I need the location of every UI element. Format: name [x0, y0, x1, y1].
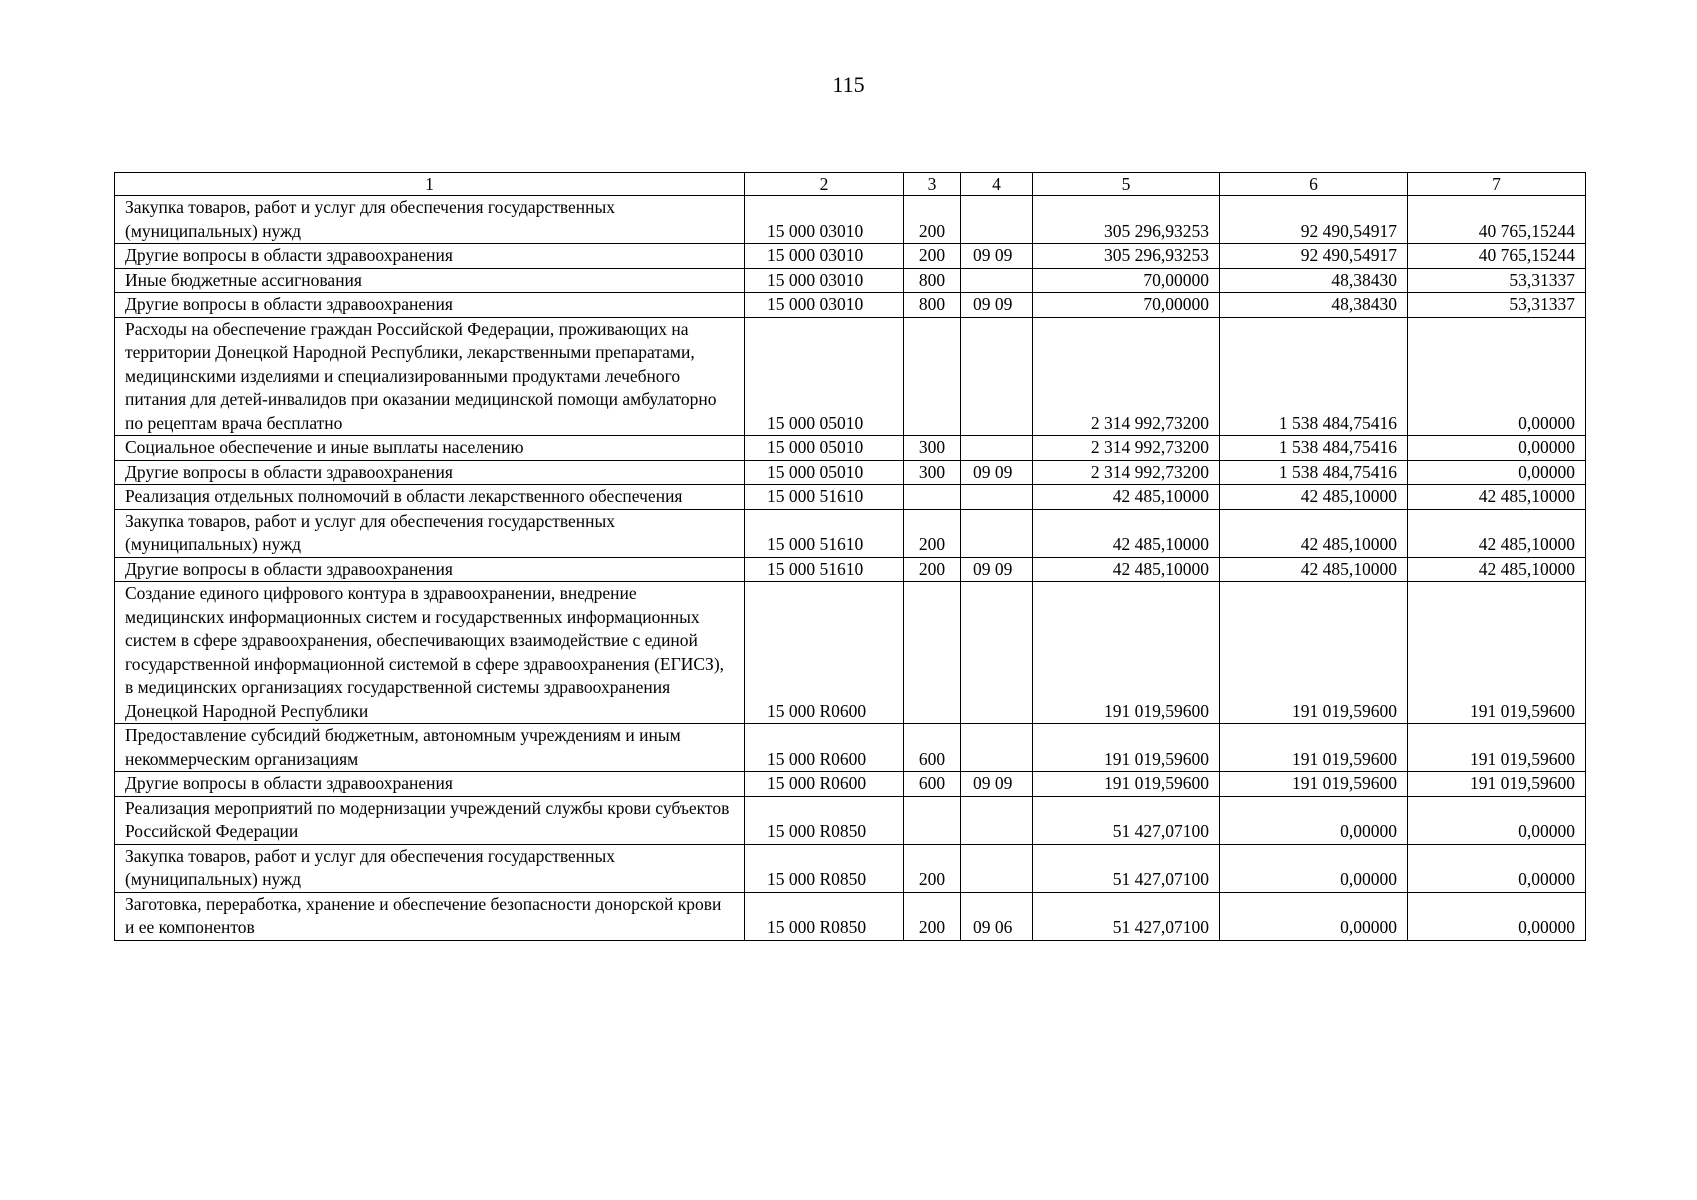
row-amount-1-cell: 51 427,07100 [1033, 796, 1220, 844]
row-name-cell: Другие вопросы в области здравоохранения [115, 244, 745, 269]
row-code-cell: 15 000 R0850 [745, 892, 904, 940]
row-section-cell [961, 196, 1033, 244]
row-code-cell: 15 000 51610 [745, 509, 904, 557]
table-row [115, 582, 1586, 724]
header-cell-name: 1 [115, 173, 745, 196]
row-amount-2-cell: 0,00000 [1220, 892, 1408, 940]
row-amount-2-cell: 0,00000 [1220, 796, 1408, 844]
header-cell-amount-3: 7 [1408, 173, 1586, 196]
row-name-cell: Другие вопросы в области здравоохранения [115, 772, 745, 797]
row-amount-3-cell: 0,00000 [1408, 317, 1586, 436]
header-row [115, 173, 1586, 196]
row-amount-2-cell: 0,00000 [1220, 844, 1408, 892]
row-type-cell [904, 485, 961, 510]
row-code-cell: 15 000 03010 [745, 244, 904, 269]
row-type-cell [904, 582, 961, 724]
row-name-cell: Реализация отдельных полномочий в области лекарственного обеспечения [115, 485, 745, 510]
row-amount-3-cell: 40 765,15244 [1408, 196, 1586, 244]
row-code-cell: 15 000 03010 [745, 268, 904, 293]
row-section-cell [961, 582, 1033, 724]
row-amount-2-cell: 1 538 484,75416 [1220, 317, 1408, 436]
row-amount-1-cell: 2 314 992,73200 [1033, 436, 1220, 461]
row-amount-1-cell: 305 296,93253 [1033, 244, 1220, 269]
row-type-cell: 200 [904, 892, 961, 940]
table-body [115, 173, 1586, 941]
row-name-cell: Другие вопросы в области здравоохранения [115, 557, 745, 582]
row-amount-1-cell: 191 019,59600 [1033, 724, 1220, 772]
header-cell-code: 2 [745, 173, 904, 196]
row-type-cell [904, 796, 961, 844]
row-name-cell: Создание единого цифрового контура в здравоохранении, внедрение медицинских информационных систем и государственных информационных систем в сфере здравоохранения, обеспечивающих взаимодействие с единой государственной информационной системой в сфере здравоохранения (ЕГИСЗ), в медицинских организациях государственной системы здравоохранения Донецкой Народной Республики [115, 582, 745, 724]
row-name-cell: Иные бюджетные ассигнования [115, 268, 745, 293]
row-amount-1-cell: 2 314 992,73200 [1033, 460, 1220, 485]
header-cell-section: 4 [961, 173, 1033, 196]
row-name-cell: Другие вопросы в области здравоохранения [115, 460, 745, 485]
row-name-cell: Закупка товаров, работ и услуг для обеспечения государственных (муниципальных) нужд [115, 509, 745, 557]
row-amount-2-cell: 191 019,59600 [1220, 724, 1408, 772]
row-section-cell [961, 485, 1033, 510]
row-name-cell: Реализация мероприятий по модернизации учреждений службы крови субъектов Российской Федерации [115, 796, 745, 844]
row-amount-3-cell: 191 019,59600 [1408, 772, 1586, 797]
row-type-cell: 200 [904, 557, 961, 582]
row-amount-2-cell: 48,38430 [1220, 293, 1408, 318]
row-type-cell [904, 317, 961, 436]
row-type-cell: 200 [904, 509, 961, 557]
row-amount-1-cell: 70,00000 [1033, 293, 1220, 318]
row-amount-1-cell: 42 485,10000 [1033, 557, 1220, 582]
row-name-cell: Другие вопросы в области здравоохранения [115, 293, 745, 318]
row-amount-2-cell: 42 485,10000 [1220, 485, 1408, 510]
row-name-cell: Социальное обеспечение и иные выплаты населению [115, 436, 745, 461]
row-code-cell: 15 000 51610 [745, 485, 904, 510]
row-amount-3-cell: 42 485,10000 [1408, 509, 1586, 557]
row-code-cell: 15 000 03010 [745, 293, 904, 318]
row-section-cell [961, 436, 1033, 461]
row-section-cell: 09 09 [961, 557, 1033, 582]
row-type-cell: 300 [904, 436, 961, 461]
budget-table [114, 172, 1586, 941]
row-amount-3-cell: 0,00000 [1408, 892, 1586, 940]
row-amount-2-cell: 1 538 484,75416 [1220, 460, 1408, 485]
table-row [115, 796, 1586, 844]
row-amount-2-cell: 92 490,54917 [1220, 196, 1408, 244]
row-type-cell: 200 [904, 244, 961, 269]
table-row [115, 460, 1586, 485]
table-row [115, 436, 1586, 461]
row-code-cell: 15 000 R0850 [745, 844, 904, 892]
row-amount-1-cell: 42 485,10000 [1033, 509, 1220, 557]
table-row [115, 485, 1586, 510]
row-amount-3-cell: 40 765,15244 [1408, 244, 1586, 269]
row-amount-3-cell: 0,00000 [1408, 460, 1586, 485]
page-number: 115 [832, 72, 865, 97]
row-code-cell: 15 000 05010 [745, 317, 904, 436]
header-cell-amount-2: 6 [1220, 173, 1408, 196]
header-cell-type: 3 [904, 173, 961, 196]
row-type-cell: 600 [904, 724, 961, 772]
table-row [115, 268, 1586, 293]
row-amount-1-cell: 305 296,93253 [1033, 196, 1220, 244]
row-section-cell: 09 09 [961, 244, 1033, 269]
row-code-cell: 15 000 R0600 [745, 724, 904, 772]
row-amount-3-cell: 0,00000 [1408, 436, 1586, 461]
row-code-cell: 15 000 51610 [745, 557, 904, 582]
row-code-cell: 15 000 05010 [745, 436, 904, 461]
row-name-cell: Закупка товаров, работ и услуг для обеспечения государственных (муниципальных) нужд [115, 844, 745, 892]
table-row [115, 317, 1586, 436]
row-name-cell: Закупка товаров, работ и услуг для обеспечения государственных (муниципальных) нужд [115, 196, 745, 244]
table-row [115, 892, 1586, 940]
row-amount-2-cell: 92 490,54917 [1220, 244, 1408, 269]
row-amount-3-cell: 191 019,59600 [1408, 724, 1586, 772]
table-row [115, 509, 1586, 557]
row-code-cell: 15 000 05010 [745, 460, 904, 485]
row-amount-3-cell: 191 019,59600 [1408, 582, 1586, 724]
row-name-cell: Заготовка, переработка, хранение и обеспечение безопасности донорской крови и ее компонентов [115, 892, 745, 940]
row-section-cell [961, 509, 1033, 557]
row-amount-1-cell: 51 427,07100 [1033, 844, 1220, 892]
table-row [115, 557, 1586, 582]
row-section-cell [961, 317, 1033, 436]
table-row [115, 293, 1586, 318]
row-amount-2-cell: 48,38430 [1220, 268, 1408, 293]
row-amount-1-cell: 191 019,59600 [1033, 582, 1220, 724]
row-amount-2-cell: 42 485,10000 [1220, 557, 1408, 582]
row-name-cell: Предоставление субсидий бюджетным, автономным учреждениям и иным некоммерческим организациям [115, 724, 745, 772]
row-amount-3-cell: 42 485,10000 [1408, 485, 1586, 510]
row-type-cell: 200 [904, 196, 961, 244]
row-section-cell: 09 06 [961, 892, 1033, 940]
row-type-cell: 200 [904, 844, 961, 892]
row-amount-1-cell: 51 427,07100 [1033, 892, 1220, 940]
row-amount-2-cell: 191 019,59600 [1220, 772, 1408, 797]
row-section-cell: 09 09 [961, 460, 1033, 485]
row-section-cell [961, 796, 1033, 844]
row-amount-1-cell: 191 019,59600 [1033, 772, 1220, 797]
row-amount-1-cell: 70,00000 [1033, 268, 1220, 293]
row-type-cell: 800 [904, 293, 961, 318]
row-amount-2-cell: 191 019,59600 [1220, 582, 1408, 724]
row-amount-3-cell: 0,00000 [1408, 844, 1586, 892]
row-type-cell: 300 [904, 460, 961, 485]
row-amount-1-cell: 2 314 992,73200 [1033, 317, 1220, 436]
row-code-cell: 15 000 R0600 [745, 582, 904, 724]
row-section-cell [961, 268, 1033, 293]
table-row [115, 244, 1586, 269]
row-section-cell [961, 724, 1033, 772]
row-name-cell: Расходы на обеспечение граждан Российской Федерации, проживающих на территории Донецкой Народной Республики, лекарственными препаратами, медицинскими изделиями и специализированными продуктами лечебного питания для детей-инвалидов при оказании медицинской помощи амбулаторно по рецептам врача бесплатно [115, 317, 745, 436]
row-amount-3-cell: 53,31337 [1408, 293, 1586, 318]
row-section-cell [961, 844, 1033, 892]
row-amount-3-cell: 0,00000 [1408, 796, 1586, 844]
row-section-cell: 09 09 [961, 772, 1033, 797]
table-row [115, 196, 1586, 244]
row-code-cell: 15 000 R0850 [745, 796, 904, 844]
row-amount-3-cell: 53,31337 [1408, 268, 1586, 293]
table-row [115, 772, 1586, 797]
row-type-cell: 800 [904, 268, 961, 293]
row-amount-1-cell: 42 485,10000 [1033, 485, 1220, 510]
row-amount-2-cell: 42 485,10000 [1220, 509, 1408, 557]
row-section-cell: 09 09 [961, 293, 1033, 318]
row-code-cell: 15 000 03010 [745, 196, 904, 244]
row-amount-2-cell: 1 538 484,75416 [1220, 436, 1408, 461]
row-code-cell: 15 000 R0600 [745, 772, 904, 797]
row-amount-3-cell: 42 485,10000 [1408, 557, 1586, 582]
table-row [115, 724, 1586, 772]
row-type-cell: 600 [904, 772, 961, 797]
header-cell-amount-1: 5 [1033, 173, 1220, 196]
table-row [115, 844, 1586, 892]
